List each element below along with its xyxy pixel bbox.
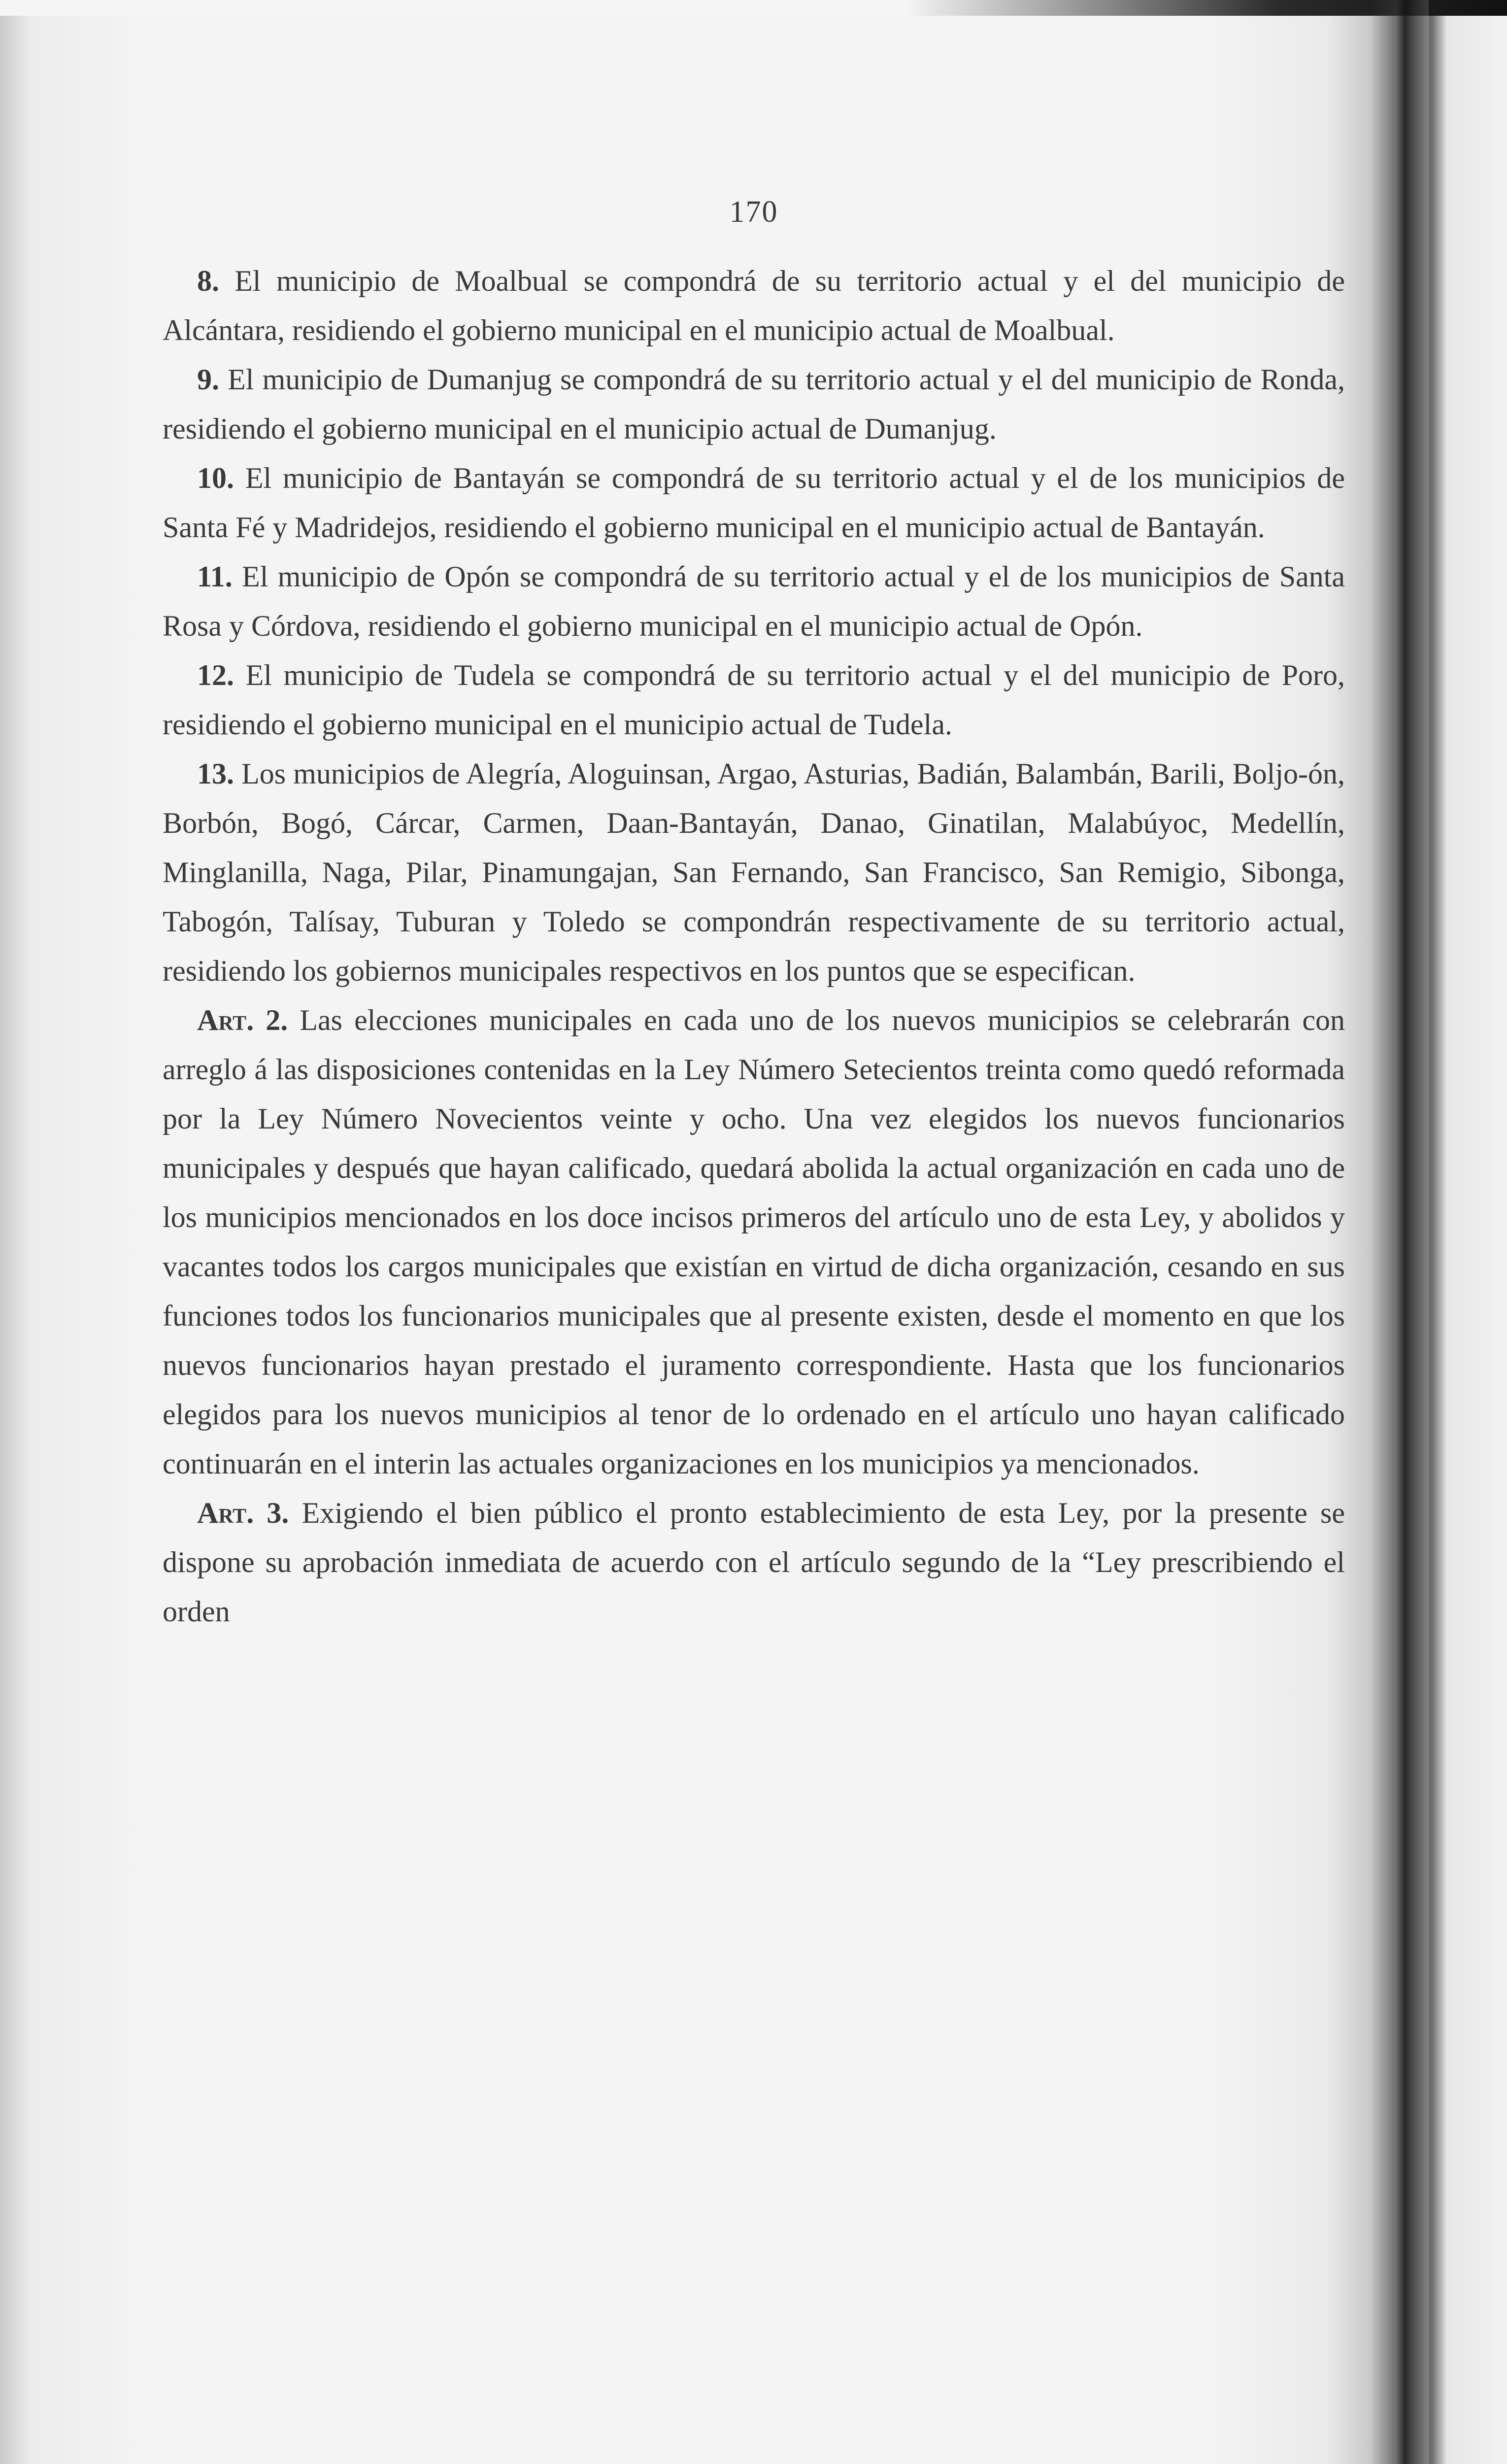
article-text: Las elecciones municipales en cada uno de los nuevos municipios se celebrarán con arreglo á las disposiciones contenidas en la Ley Número Setecientos treinta como quedó reformada por la Ley Número Novecientos veinte y ocho. Una vez elegidos los nuevos funcionarios municipales y después que hayan calificado, quedará abolida la actual organización en cada uno de los municipios mencionados en los doce incisos primeros del artículo uno de esta Ley, y abolidos y vacantes todos los cargos municipales que existían en virtud de dicha organización, cesando en sus funciones todos los funcionarios municipales que al presente existen, desde el momento en que los nuevos funcionarios hayan prestado el juramento correspondiente. Hasta que los funcionarios elegidos para los nuevos municipios al tenor de lo ordenado en el artículo uno hayan calificado continuarán en el interin las actuales organizaciones en los municipios ya mencionados. bbox=[163, 1004, 1345, 1480]
paragraph-number: 11. bbox=[197, 560, 233, 593]
paragraph-number: 13. bbox=[197, 757, 234, 790]
paragraph-text: El municipio de Dumanjug se compondrá de su territorio actual y el del municipio de Ronda, residiendo el gobierno municipal en el municipio actual de Dumanjug. bbox=[163, 363, 1345, 445]
paragraph-text: El municipio de Opón se compondrá de su territorio actual y el de los municipios de Santa Rosa y Córdova, residiendo el gobierno municipal en el municipio actual de Opón. bbox=[163, 560, 1345, 642]
paragraph-text: El municipio de Tudela se compondrá de su territorio actual y el del municipio de Poro, residiendo el gobierno municipal en el municipio actual de Tudela. bbox=[163, 659, 1345, 741]
paragraph-12 bbox=[163, 650, 1345, 749]
paragraph-number: 10. bbox=[197, 462, 234, 494]
paragraph-number: 9. bbox=[197, 363, 219, 396]
paragraph-9 bbox=[163, 355, 1345, 453]
article-2 bbox=[163, 995, 1345, 1488]
article-label: Art. 2. bbox=[197, 1004, 288, 1036]
paragraph-number: 8. bbox=[197, 265, 219, 297]
book-gutter-shadow bbox=[1370, 0, 1429, 2464]
article-text: Exigiendo el bien público el pronto establecimiento de esta Ley, por la presente se dispone su aprobación inmediata de acuerdo con el artículo segundo de la “Ley prescribiendo el orden bbox=[163, 1497, 1345, 1628]
paragraph-10 bbox=[163, 453, 1345, 552]
paragraph-text: El municipio de Bantayán se compondrá de su territorio actual y el de los municipios de Santa Fé y Madridejos, residiendo el gobierno municipal en el municipio actual de Bantayán. bbox=[163, 462, 1345, 544]
paragraph-number: 12. bbox=[197, 659, 234, 691]
article-label: Art. 3. bbox=[197, 1497, 289, 1529]
paragraph-text: El municipio de Moalbual se compondrá de su territorio actual y el del municipio de Alcántara, residiendo el gobierno municipal en el municipio actual de Moalbual. bbox=[163, 265, 1345, 346]
paragraph-8 bbox=[163, 256, 1345, 355]
paragraph-13 bbox=[163, 749, 1345, 995]
paragraph-text: Los municipios de Alegría, Aloguinsan, Argao, Asturias, Badián, Balambán, Barili, Boljo-ón, Borbón, Bogó, Cárcar, Carmen, Daan-Bantayán, Danao, Ginatilan, Malabúyoc, Medellín, Minglanilla, Naga, Pilar, Pinamungajan, San Fernando, San Francisco, San Remigio, Sibonga, Tabogón, Talísay, Tuburan y Toledo se compondrán respectivamente de su territorio actual, residiendo los gobiernos municipales respectivos en los puntos que se especifican. bbox=[163, 757, 1345, 987]
paragraph-11 bbox=[163, 552, 1345, 650]
article-3 bbox=[163, 1488, 1345, 1636]
scan-top-edge bbox=[0, 0, 1507, 16]
page-number: 170 bbox=[729, 195, 778, 229]
document-page bbox=[163, 187, 1345, 1636]
